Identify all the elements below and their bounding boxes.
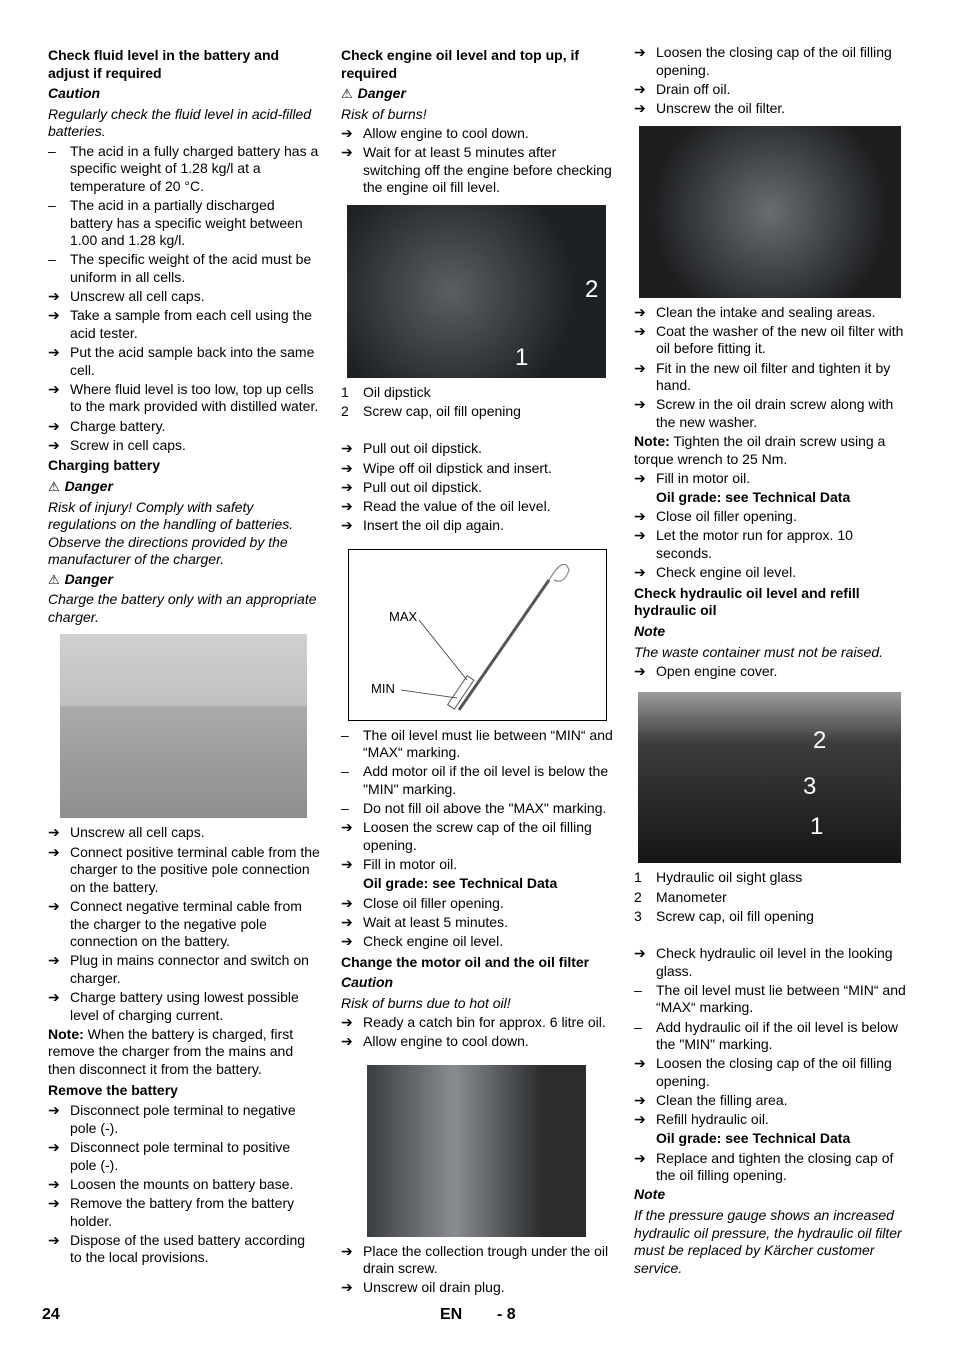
instruction-text: Connect positive terminal cable from the charger to the positive pole connection on the battery.: [70, 843, 320, 895]
arrow-right-icon: ➔: [48, 843, 60, 860]
oil-grade-reference: Oil grade: see Technical Data: [656, 1130, 851, 1147]
arrow-right-icon: ➔: [48, 1175, 60, 1192]
warning-label: [341, 85, 613, 103]
arrow-right-icon: ➔: [48, 989, 60, 1006]
warning-label-text: Danger: [64, 570, 113, 587]
instruction-text: Let the motor run for approx. 10 seconds.: [656, 527, 853, 562]
instruction-step: [341, 144, 613, 197]
warning-text: Risk of burns due to hot oil!: [341, 994, 511, 1011]
figure-legend-item: [634, 908, 906, 926]
instruction-text: Unscrew all cell caps.: [70, 288, 205, 305]
instruction-step: [634, 1111, 906, 1129]
instruction-step: [634, 44, 906, 79]
instruction-text: Allow engine to cool down.: [363, 1033, 529, 1050]
instruction-text: Close oil filler opening.: [656, 508, 797, 525]
legend-text: Oil dipstick: [363, 383, 431, 400]
arrow-right-icon: ➔: [634, 508, 646, 525]
warning-text: Risk of burns!: [341, 105, 427, 122]
instruction-text: Check engine oil level.: [363, 932, 504, 949]
section-page: - 8: [497, 1306, 516, 1323]
legend-number: 1: [341, 383, 349, 400]
instruction-text: Close oil filler opening.: [363, 894, 504, 911]
language-code: EN: [440, 1306, 463, 1323]
instruction-step: [341, 125, 613, 143]
instruction-text: Drain off oil.: [656, 80, 731, 97]
warning-text: Regularly check the fluid level in acid-filled batteries.: [48, 105, 312, 140]
instruction-step: [634, 663, 906, 681]
arrow-right-icon: ➔: [341, 1033, 353, 1050]
arrow-right-icon: ➔: [634, 1055, 646, 1072]
instruction-text: Read the value of the oil level.: [363, 497, 551, 514]
warning-text: The waste container must not be raised.: [634, 643, 884, 660]
warning-triangle-icon: ⚠: [48, 571, 60, 587]
arrow-right-icon: ➔: [341, 517, 353, 534]
arrow-right-icon: ➔: [634, 662, 646, 679]
instruction-step: [634, 470, 906, 488]
instruction-text: Unscrew oil drain plug.: [363, 1279, 505, 1296]
arrow-right-icon: ➔: [634, 99, 646, 116]
arrow-right-icon: ➔: [634, 1092, 646, 1109]
bullet-item: [634, 1019, 906, 1054]
bullet-item: [48, 197, 320, 250]
instruction-step: [48, 1176, 320, 1194]
dipstick-drawing: [349, 550, 606, 720]
dash-bullet: –: [48, 142, 56, 159]
instruction-text: Replace and tighten the closing cap of the oil filling opening.: [656, 1149, 894, 1184]
warning-label-text: Caution: [341, 974, 394, 991]
spacer: [634, 927, 906, 945]
engine-oil-dipstick-photo: [347, 205, 606, 378]
instruction-step: [341, 856, 613, 874]
instruction-step: [341, 460, 613, 478]
arrow-right-icon: ➔: [634, 527, 646, 544]
warning-triangle-icon: ⚠: [341, 86, 353, 102]
oil-drain-screw-photo: [367, 1065, 586, 1237]
legend-number: 1: [634, 869, 642, 886]
bullet-text: The oil level must lie between “MIN“ and “MAX“ marking.: [656, 981, 906, 1016]
instruction-step: [341, 1279, 613, 1297]
dash-bullet: –: [341, 763, 349, 780]
instruction-step: [341, 517, 613, 535]
legend-number: 3: [634, 907, 642, 924]
warning-label: [341, 974, 613, 992]
note-text: When the battery is charged, first remove the charger from the mains and then disconnect it from the battery.: [48, 1025, 294, 1078]
instruction-step: [634, 100, 906, 118]
dash-bullet: –: [341, 800, 349, 817]
instruction-text: Refill hydraulic oil.: [656, 1111, 769, 1128]
arrow-right-icon: ➔: [341, 913, 353, 930]
figure-callout-label: 2: [585, 275, 599, 303]
figure-callout-label: MAX: [389, 608, 418, 624]
instruction-step: [48, 307, 320, 342]
arrow-right-icon: ➔: [48, 1139, 60, 1155]
arrow-right-icon: ➔: [48, 897, 60, 914]
instruction-text: Charge battery.: [70, 417, 166, 434]
dash-bullet: –: [634, 1018, 642, 1035]
arrow-right-icon: ➔: [634, 396, 646, 413]
section-heading: Change the motor oil and the oil filter: [341, 953, 590, 970]
instruction-step: [48, 898, 320, 951]
instruction-text: Check engine oil level.: [656, 564, 797, 581]
figure-callout-label: MIN: [371, 680, 395, 696]
arrow-right-icon: ➔: [48, 344, 60, 361]
instruction-step: [634, 1055, 906, 1090]
dash-bullet: –: [48, 251, 56, 268]
instruction-step: [634, 323, 906, 358]
legend-text: Screw cap, oil fill opening: [363, 403, 521, 420]
warning-text: Risk of injury! Comply with safety regulations on the handling of batteries. Observe the directions provided by the manufacturer of the charger.: [48, 498, 294, 568]
arrow-right-icon: ➔: [634, 44, 646, 60]
bullet-item: [341, 763, 613, 798]
arrow-right-icon: ➔: [341, 459, 353, 476]
note-label: Note:: [48, 1025, 84, 1042]
arrow-right-icon: ➔: [634, 564, 646, 581]
bullet-item: [48, 143, 320, 196]
instruction-text: Charge battery using lowest possible level of charging current.: [70, 989, 299, 1023]
legend-text: Hydraulic oil sight glass: [656, 869, 803, 886]
instruction-step: [48, 844, 320, 897]
warning-label: [48, 85, 320, 103]
arrow-right-icon: ➔: [48, 1231, 60, 1248]
instruction-text: Wipe off oil dipstick and insert.: [363, 459, 552, 476]
warning-label-text: Danger: [357, 85, 406, 102]
instruction-text: Pull out oil dipstick.: [363, 440, 483, 457]
warning-text: If the pressure gauge shows an increased hydraulic oil pressure, the hydraulic oil filter must be replaced by Kärcher customer service.: [634, 1207, 902, 1276]
figure-callout-label: 1: [515, 343, 529, 371]
instruction-text: Pull out oil dipstick.: [363, 478, 483, 495]
bullet-text: The specific weight of the acid must be uniform in all cells.: [70, 251, 312, 285]
arrow-right-icon: ➔: [341, 1013, 353, 1030]
instruction-text: Unscrew all cell caps.: [70, 824, 205, 841]
section-heading: Remove the battery: [48, 1081, 178, 1098]
legend-text: Screw cap, oil fill opening: [656, 907, 814, 924]
arrow-right-icon: ➔: [341, 932, 353, 949]
arrow-right-icon: ➔: [634, 322, 646, 339]
legend-text: Manometer: [656, 888, 727, 905]
column-right: [634, 44, 906, 1279]
legend-number: 2: [341, 403, 349, 420]
arrow-right-icon: ➔: [48, 1194, 60, 1211]
arrow-right-icon: ➔: [341, 856, 353, 873]
warning-label: [634, 623, 906, 641]
instruction-text: Remove the battery from the battery holder.: [70, 1194, 295, 1229]
instruction-step: [634, 1092, 906, 1110]
arrow-right-icon: ➔: [48, 417, 60, 434]
instruction-step: [341, 498, 613, 516]
spacer: [341, 422, 613, 440]
instruction-step: [634, 508, 906, 526]
warning-label-text: Note: [634, 1186, 666, 1203]
section-heading: Check hydraulic oil level and refill hydraulic oil: [634, 584, 860, 619]
warning-label: [48, 478, 320, 496]
instruction-text: Loosen the closing cap of the oil filling opening.: [656, 1055, 892, 1089]
arrow-right-icon: ➔: [48, 824, 60, 841]
instruction-step: [634, 81, 906, 99]
bullet-text: Do not fill oil above the "MAX" marking.: [363, 800, 607, 817]
instruction-step: [634, 1150, 906, 1185]
note-paragraph: [634, 433, 906, 468]
instruction-text: Clean the intake and sealing areas.: [656, 303, 876, 320]
bullet-item: [341, 727, 613, 762]
instruction-text: Clean the filling area.: [656, 1092, 788, 1109]
arrow-right-icon: ➔: [341, 440, 353, 457]
column-left: [48, 44, 320, 1269]
instruction-text: Disconnect pole terminal to positive pole (-).: [70, 1139, 291, 1173]
bullet-item: [48, 251, 320, 286]
instruction-step: [341, 819, 613, 854]
instruction-step: [48, 418, 320, 436]
warning-triangle-icon: ⚠: [48, 479, 60, 494]
figure-legend-item: [341, 403, 613, 421]
instruction-text: Open engine cover.: [656, 662, 778, 679]
instruction-step: [634, 564, 906, 582]
instruction-text: Ready a catch bin for approx. 6 litre oil.: [363, 1013, 606, 1030]
warning-label: [634, 1186, 906, 1204]
page-number: 24: [42, 1306, 60, 1323]
arrow-right-icon: ➔: [341, 894, 353, 911]
legend-number: 2: [634, 888, 642, 905]
instruction-step: [48, 344, 320, 379]
arrow-right-icon: ➔: [48, 1102, 60, 1119]
instruction-text: Loosen the screw cap of the oil filling opening.: [363, 819, 592, 853]
instruction-text: Connect negative terminal cable from the charger to the negative pole connection on the battery.: [70, 897, 302, 950]
instruction-text: Insert the oil dip again.: [363, 517, 504, 534]
instruction-step: [634, 360, 906, 395]
dash-bullet: –: [48, 196, 56, 213]
arrow-right-icon: ➔: [634, 1149, 646, 1166]
instruction-step: [48, 1232, 320, 1267]
instruction-step: [48, 381, 320, 416]
instruction-step: [341, 440, 613, 458]
instruction-text: Loosen the mounts on battery base.: [70, 1175, 294, 1192]
instruction-step: [48, 288, 320, 306]
instruction-text: Place the collection trough under the oil drain screw.: [363, 1242, 609, 1277]
arrow-right-icon: ➔: [341, 144, 353, 161]
instruction-text: Fill in motor oil.: [656, 469, 751, 486]
figure-legend-item: [341, 384, 613, 402]
bullet-item: [634, 982, 906, 1017]
instruction-step: [341, 1243, 613, 1278]
warning-label-text: Danger: [64, 478, 113, 494]
figure-callout-label: 3: [803, 773, 817, 801]
section-heading: Check fluid level in the battery and adjust if required: [48, 47, 280, 81]
instruction-step: [341, 933, 613, 951]
instruction-text: Put the acid sample back into the same cell.: [70, 344, 315, 378]
instruction-text: Loosen the closing cap of the oil filling opening.: [656, 44, 892, 78]
arrow-right-icon: ➔: [48, 952, 60, 969]
instruction-step: [341, 1033, 613, 1051]
instruction-text: Screw in the oil drain screw along with the new washer.: [656, 396, 894, 430]
oil-grade-reference: Oil grade: see Technical Data: [363, 875, 558, 892]
warning-label-text: Note: [634, 623, 666, 639]
oil-grade-reference: Oil grade: see Technical Data: [656, 489, 851, 506]
figure-callout-label: 2: [813, 727, 827, 755]
warning-label-text: Caution: [48, 85, 101, 102]
instruction-step: [634, 304, 906, 322]
instruction-text: Screw in cell caps.: [70, 436, 186, 453]
instruction-text: Disconnect pole terminal to negative pole (-).: [70, 1102, 296, 1136]
bullet-text: The acid in a fully charged battery has a specific weight of 1.28 kg/l at a temperature of 20 °C.: [70, 142, 319, 194]
instruction-step: [634, 945, 906, 980]
instruction-step: [48, 952, 320, 987]
arrow-right-icon: ➔: [48, 436, 60, 453]
dash-bullet: –: [634, 981, 642, 998]
instruction-step: [48, 989, 320, 1024]
instruction-step: [48, 1195, 320, 1230]
arrow-right-icon: ➔: [341, 1242, 353, 1259]
bullet-text: The oil level must lie between “MIN“ and “MAX“ marking.: [363, 726, 613, 761]
arrow-right-icon: ➔: [634, 359, 646, 376]
instruction-text: Take a sample from each cell using the acid tester.: [70, 307, 313, 341]
instruction-step: [341, 1014, 613, 1032]
arrow-right-icon: ➔: [634, 944, 646, 961]
arrow-right-icon: ➔: [341, 124, 353, 141]
bullet-text: Add motor oil if the oil level is below the "MIN" marking.: [363, 763, 609, 798]
instruction-step: [48, 824, 320, 842]
oil-filter-photo: [639, 126, 901, 298]
dash-bullet: –: [341, 726, 349, 743]
instruction-step: [48, 1139, 320, 1174]
figure-legend-item: [634, 889, 906, 907]
instruction-text: Unscrew the oil filter.: [656, 99, 786, 116]
battery-charger-photo: [60, 634, 307, 818]
instruction-text: Where fluid level is too low, top up cells to the mark provided with distilled water.: [70, 380, 319, 415]
note-paragraph: [48, 1026, 320, 1079]
arrow-right-icon: ➔: [341, 1279, 353, 1296]
note-label: Note:: [634, 433, 670, 450]
section-heading: Check engine oil level and top up, if required: [341, 47, 580, 81]
instruction-text: Plug in mains connector and switch on charger.: [70, 952, 309, 986]
arrow-right-icon: ➔: [48, 288, 60, 305]
instruction-text: Coat the washer of the new oil filter with oil before fitting it.: [656, 322, 904, 357]
arrow-right-icon: ➔: [634, 80, 646, 97]
instruction-step: [341, 479, 613, 497]
arrow-right-icon: ➔: [341, 497, 353, 514]
arrow-right-icon: ➔: [48, 380, 60, 397]
section-heading: Charging battery: [48, 457, 161, 474]
arrow-right-icon: ➔: [341, 819, 353, 836]
instruction-text: Dispose of the used battery according to the local provisions.: [70, 1231, 306, 1266]
warning-label: [48, 571, 320, 589]
dipstick-diagram: [348, 549, 607, 721]
arrow-right-icon: ➔: [48, 307, 60, 324]
instruction-step: [341, 914, 613, 932]
instruction-text: Fill in motor oil.: [363, 856, 458, 873]
instruction-step: [634, 396, 906, 431]
instruction-text: Wait for at least 5 minutes after switching off the engine before checking the engine oil fill level.: [363, 144, 612, 196]
instruction-step: [634, 527, 906, 562]
note-text: Tighten the oil drain screw using a torque wrench to 25 Nm.: [634, 433, 886, 467]
arrow-right-icon: ➔: [634, 1111, 646, 1128]
hydraulic-tank-photo: [638, 692, 901, 863]
instruction-text: Allow engine to cool down.: [363, 124, 529, 141]
instruction-step: [48, 1102, 320, 1137]
column-middle: [341, 44, 613, 1299]
arrow-right-icon: ➔: [634, 303, 646, 320]
instruction-text: Wait at least 5 minutes.: [363, 913, 508, 930]
instruction-text: Check hydraulic oil level in the looking glass.: [656, 944, 893, 979]
arrow-right-icon: ➔: [341, 478, 353, 495]
instruction-step: [48, 437, 320, 455]
instruction-text: Fit in the new oil filter and tighten it by hand.: [656, 359, 891, 394]
bullet-text: The acid in a partially discharged battery has a specific weight between 1.00 and 1.28 kg/l.: [70, 196, 303, 249]
figure-legend-item: [634, 869, 906, 887]
instruction-step: [341, 895, 613, 913]
arrow-right-icon: ➔: [634, 469, 646, 486]
bullet-text: Add hydraulic oil if the oil level is below the "MIN" marking.: [656, 1018, 899, 1053]
figure-callout-label: 1: [810, 813, 824, 841]
warning-text: Charge the battery only with an appropriate charger.: [48, 591, 317, 625]
bullet-item: [341, 800, 613, 818]
